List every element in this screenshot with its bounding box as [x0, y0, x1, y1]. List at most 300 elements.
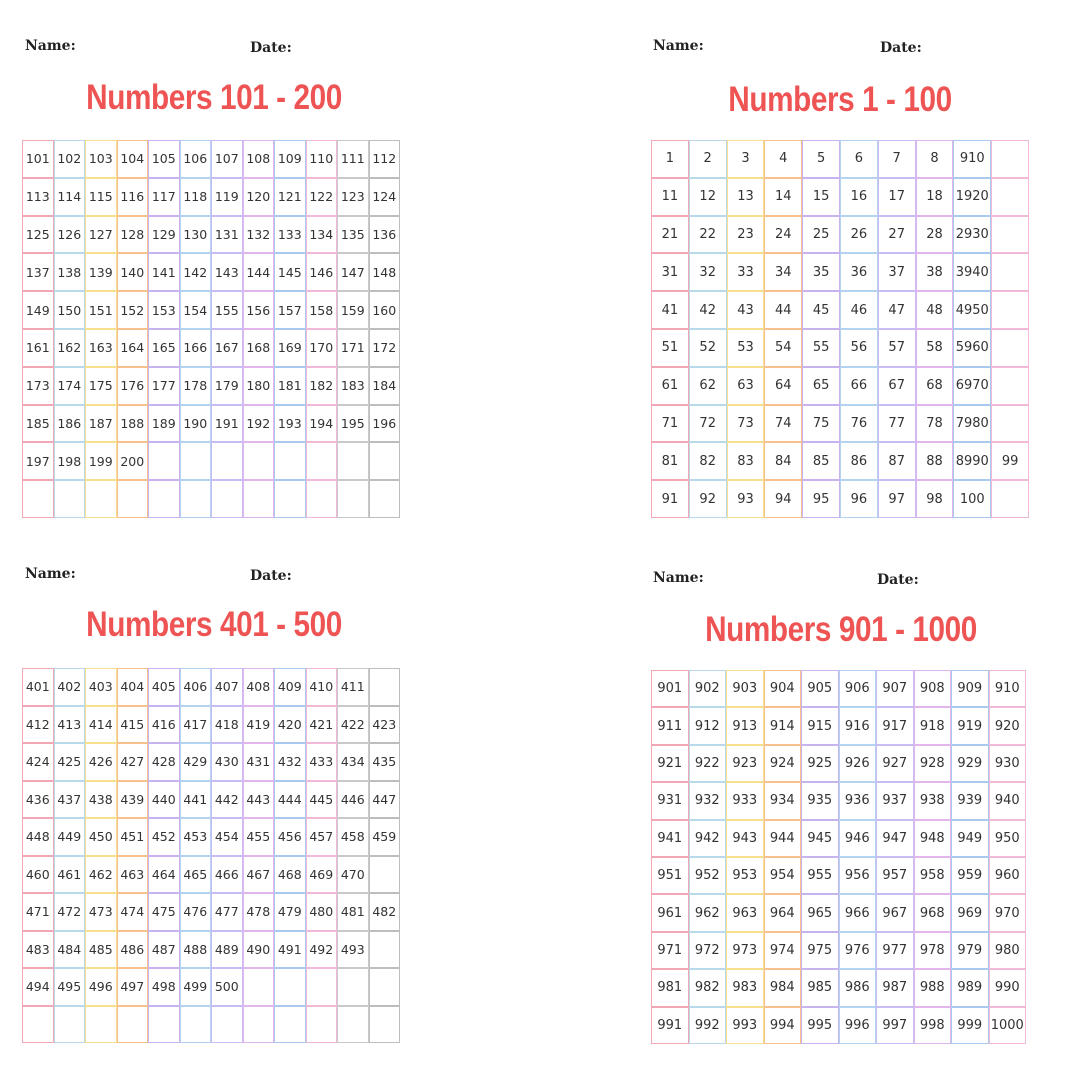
grid-cell: 158 [306, 291, 338, 329]
grid-cell: 142 [180, 253, 212, 291]
grid-cell: 25 [802, 216, 840, 254]
grid-cell: 12 [689, 178, 727, 216]
grid-cell: 84 [764, 442, 802, 480]
grid-cell: 932 [689, 782, 727, 819]
grid-cell: 144 [243, 253, 275, 291]
grid-cell: 136 [369, 216, 401, 254]
grid-cell: 28 [916, 216, 954, 254]
grid-cell: 907 [876, 670, 914, 707]
grid-cell: 93 [727, 480, 765, 518]
grid-cell: 491 [274, 931, 306, 969]
grid-cell: 436 [22, 781, 54, 819]
grid-cell: 407 [211, 668, 243, 706]
grid-cell: 54 [764, 329, 802, 367]
grid-cell: 905 [801, 670, 839, 707]
grid-cell: 488 [180, 931, 212, 969]
date-label: Date: [877, 572, 919, 588]
grid-cell: 129 [148, 216, 180, 254]
name-label: Name: [25, 566, 76, 582]
grid-cell: 482 [369, 893, 401, 931]
grid-cell: 428 [148, 743, 180, 781]
grid-cell: 911 [651, 707, 689, 744]
grid-cell: 923 [726, 745, 764, 782]
grid-cell: 978 [914, 932, 952, 969]
grid-cell: 450 [85, 818, 117, 856]
grid-cell: 937 [876, 782, 914, 819]
grid-cell: 183 [337, 367, 369, 405]
grid-cell: 78 [916, 405, 954, 443]
grid-cell: 51 [651, 329, 689, 367]
grid-cell: 922 [689, 745, 727, 782]
grid-cell: 468 [274, 856, 306, 894]
grid-cell: 430 [211, 743, 243, 781]
grid-cell: 21 [651, 216, 689, 254]
grid-cell: 487 [148, 931, 180, 969]
grid-cell: 61 [651, 367, 689, 405]
grid-cell: 492 [306, 931, 338, 969]
grid-cell: 6970 [953, 367, 991, 405]
grid-cell: 904 [764, 670, 802, 707]
grid-cell: 1920 [953, 178, 991, 216]
grid-cell: 24 [764, 216, 802, 254]
grid-cell: 927 [876, 745, 914, 782]
grid-cell: 437 [54, 781, 86, 819]
grid-cell: 463 [117, 856, 149, 894]
grid-cell: 149 [22, 291, 54, 329]
grid-cell: 934 [764, 782, 802, 819]
grid-cell: 34 [764, 253, 802, 291]
grid-cell: 419 [243, 706, 275, 744]
grid-cell: 170 [306, 329, 338, 367]
grid-cell: 74 [764, 405, 802, 443]
grid-cell: 455 [243, 818, 275, 856]
grid-cell: 954 [764, 857, 802, 894]
grid-cell: 131 [211, 216, 243, 254]
worksheet-title: Numbers 101 - 200 [86, 78, 342, 117]
grid-cell: 918 [914, 707, 952, 744]
grid-cell: 979 [951, 932, 989, 969]
grid-cell: 988 [914, 969, 952, 1006]
grid-cell: 493 [337, 931, 369, 969]
grid-cell: 52 [689, 329, 727, 367]
grid-cell: 172 [369, 329, 401, 367]
grid-cell: 174 [54, 367, 86, 405]
grid-cell: 147 [337, 253, 369, 291]
grid-cell: 445 [306, 781, 338, 819]
grid-cell: 958 [914, 857, 952, 894]
grid-cell: 984 [764, 969, 802, 1006]
grid-cell: 983 [726, 969, 764, 1006]
grid-cell: 952 [689, 857, 727, 894]
grid-cell: 168 [243, 329, 275, 367]
grid-cell: 472 [54, 893, 86, 931]
grid-cell: 915 [801, 707, 839, 744]
grid-cell: 181 [274, 367, 306, 405]
grid-cell: 55 [802, 329, 840, 367]
grid-cell: 951 [651, 857, 689, 894]
grid-cell: 56 [840, 329, 878, 367]
grid-cell: 973 [726, 932, 764, 969]
grid-cell: 470 [337, 856, 369, 894]
grid-cell: 186 [54, 405, 86, 443]
grid-cell: 81 [651, 442, 689, 480]
grid-cell: 23 [727, 216, 765, 254]
grid-cell: 956 [839, 857, 877, 894]
grid-cell: 946 [839, 820, 877, 857]
grid-cell: 107 [211, 140, 243, 178]
grid-cell: 412 [22, 706, 54, 744]
grid-cell: 910 [989, 670, 1027, 707]
grid-cell: 479 [274, 893, 306, 931]
grid-cell: 91 [651, 480, 689, 518]
grid-cell: 134 [306, 216, 338, 254]
grid-cell: 471 [22, 893, 54, 931]
grid-cell: 143 [211, 253, 243, 291]
grid-cell: 431 [243, 743, 275, 781]
grid-cell: 417 [180, 706, 212, 744]
grid-cell: 916 [839, 707, 877, 744]
grid-cell: 116 [117, 178, 149, 216]
grid-cell: 490 [243, 931, 275, 969]
grid-cell: 66 [840, 367, 878, 405]
grid-cell: 993 [726, 1007, 764, 1044]
grid-cell: 115 [85, 178, 117, 216]
grid-cell: 473 [85, 893, 117, 931]
grid-cell: 999 [951, 1007, 989, 1044]
grid-cell: 179 [211, 367, 243, 405]
grid-cell: 469 [306, 856, 338, 894]
grid-cell: 424 [22, 743, 54, 781]
grid-cell: 123 [337, 178, 369, 216]
grid-cell: 917 [876, 707, 914, 744]
grid-cell: 458 [337, 818, 369, 856]
grid-cell: 996 [839, 1007, 877, 1044]
grid-cell: 85 [802, 442, 840, 480]
grid-cell: 464 [148, 856, 180, 894]
grid-cell: 83 [727, 442, 765, 480]
grid-cell: 155 [211, 291, 243, 329]
grid-cell: 122 [306, 178, 338, 216]
grid-cell: 484 [54, 931, 86, 969]
grid-cell: 27 [878, 216, 916, 254]
grid-cell: 938 [914, 782, 952, 819]
grid-cell: 8 [916, 140, 954, 178]
grid-cell: 8990 [953, 442, 991, 480]
grid-cell: 415 [117, 706, 149, 744]
grid-cell: 406 [180, 668, 212, 706]
grid-cell: 11 [651, 178, 689, 216]
grid-cell: 912 [689, 707, 727, 744]
grid-cell: 141 [148, 253, 180, 291]
grid-cell: 4950 [953, 291, 991, 329]
grid-cell: 5960 [953, 329, 991, 367]
grid-cell: 58 [916, 329, 954, 367]
grid-cell: 427 [117, 743, 149, 781]
grid-cell: 100 [953, 480, 991, 518]
grid-cell: 73 [727, 405, 765, 443]
grid-cell: 403 [85, 668, 117, 706]
grid-cell: 118 [180, 178, 212, 216]
grid-cell: 112 [369, 140, 401, 178]
grid-cell: 95 [802, 480, 840, 518]
grid-cell: 180 [243, 367, 275, 405]
grid-cell: 995 [801, 1007, 839, 1044]
grid-cell: 964 [764, 894, 802, 931]
grid-cell: 35 [802, 253, 840, 291]
grid-cell: 453 [180, 818, 212, 856]
grid-cell: 405 [148, 668, 180, 706]
grid-cell: 153 [148, 291, 180, 329]
grid-cell: 16 [840, 178, 878, 216]
grid-cell: 949 [951, 820, 989, 857]
grid-cell: 190 [180, 405, 212, 443]
grid-cell: 3940 [953, 253, 991, 291]
grid-cell: 456 [274, 818, 306, 856]
grid-cell: 474 [117, 893, 149, 931]
grid-cell: 199 [85, 442, 117, 480]
grid-cell: 137 [22, 253, 54, 291]
grid-cell: 906 [839, 670, 877, 707]
grid-cell: 200 [117, 442, 149, 480]
grid-cell: 971 [651, 932, 689, 969]
grid-cell: 986 [839, 969, 877, 1006]
grid-cell: 102 [54, 140, 86, 178]
grid-cell: 903 [726, 670, 764, 707]
grid-cell: 960 [989, 857, 1027, 894]
grid-cell: 31 [651, 253, 689, 291]
grid-cell: 465 [180, 856, 212, 894]
grid-cell: 82 [689, 442, 727, 480]
grid-cell: 99 [991, 442, 1029, 480]
grid-cell: 913 [726, 707, 764, 744]
grid-cell: 459 [369, 818, 401, 856]
grid-cell: 165 [148, 329, 180, 367]
grid-cell: 976 [839, 932, 877, 969]
grid-cell: 936 [839, 782, 877, 819]
grid-cell: 160 [369, 291, 401, 329]
grid-cell: 950 [989, 820, 1027, 857]
grid-cell: 171 [337, 329, 369, 367]
grid-cell: 130 [180, 216, 212, 254]
grid-cell: 33 [727, 253, 765, 291]
grid-cell: 48 [916, 291, 954, 329]
grid-cell: 452 [148, 818, 180, 856]
grid-cell: 435 [369, 743, 401, 781]
grid-cell: 985 [801, 969, 839, 1006]
grid-cell: 974 [764, 932, 802, 969]
grid-cell: 176 [117, 367, 149, 405]
grid-cell: 481 [337, 893, 369, 931]
grid-cell: 494 [22, 968, 54, 1006]
grid-cell: 475 [148, 893, 180, 931]
grid-cell: 998 [914, 1007, 952, 1044]
grid-cell: 957 [876, 857, 914, 894]
grid-cell: 18 [916, 178, 954, 216]
grid-cell: 45 [802, 291, 840, 329]
grid-cell: 486 [117, 931, 149, 969]
grid-cell: 87 [878, 442, 916, 480]
grid-cell: 187 [85, 405, 117, 443]
grid-cell: 128 [117, 216, 149, 254]
grid-cell: 478 [243, 893, 275, 931]
grid-cell: 416 [148, 706, 180, 744]
grid-cell: 411 [337, 668, 369, 706]
grid-cell: 955 [801, 857, 839, 894]
grid-cell: 992 [689, 1007, 727, 1044]
grid-cell: 968 [914, 894, 952, 931]
grid-cell: 198 [54, 442, 86, 480]
grid-cell: 104 [117, 140, 149, 178]
grid-cell: 44 [764, 291, 802, 329]
grid-cell: 191 [211, 405, 243, 443]
grid-cell: 111 [337, 140, 369, 178]
grid-cell: 989 [951, 969, 989, 1006]
grid-cell: 92 [689, 480, 727, 518]
grid-cell: 109 [274, 140, 306, 178]
grid-cell: 3 [727, 140, 765, 178]
grid-cell: 127 [85, 216, 117, 254]
grid-cell: 120 [243, 178, 275, 216]
grid-cell: 76 [840, 405, 878, 443]
grid-cell: 975 [801, 932, 839, 969]
grid-cell: 429 [180, 743, 212, 781]
grid-cell: 152 [117, 291, 149, 329]
name-label: Name: [653, 570, 704, 586]
worksheet-title: Numbers 401 - 500 [86, 605, 342, 644]
grid-cell: 942 [689, 820, 727, 857]
grid-cell: 920 [989, 707, 1027, 744]
grid-cell: 184 [369, 367, 401, 405]
grid-cell: 2 [689, 140, 727, 178]
grid-cell: 448 [22, 818, 54, 856]
grid-cell: 164 [117, 329, 149, 367]
grid-cell: 86 [840, 442, 878, 480]
grid-cell: 944 [764, 820, 802, 857]
grid-cell: 22 [689, 216, 727, 254]
grid-cell: 193 [274, 405, 306, 443]
grid-cell: 94 [764, 480, 802, 518]
grid-cell: 480 [306, 893, 338, 931]
grid-cell: 462 [85, 856, 117, 894]
grid-cell: 997 [876, 1007, 914, 1044]
grid-cell: 963 [726, 894, 764, 931]
grid-cell: 439 [117, 781, 149, 819]
grid-cell: 178 [180, 367, 212, 405]
grid-cell: 409 [274, 668, 306, 706]
grid-cell: 67 [878, 367, 916, 405]
grid-cell: 910 [953, 140, 991, 178]
grid-cell: 466 [211, 856, 243, 894]
grid-cell: 444 [274, 781, 306, 819]
grid-cell: 901 [651, 670, 689, 707]
grid-cell: 919 [951, 707, 989, 744]
grid-cell: 977 [876, 932, 914, 969]
grid-cell: 53 [727, 329, 765, 367]
grid-cell: 460 [22, 856, 54, 894]
grid-cell: 7980 [953, 405, 991, 443]
grid-cell: 432 [274, 743, 306, 781]
grid-cell: 108 [243, 140, 275, 178]
grid-cell: 138 [54, 253, 86, 291]
grid-cell: 96 [840, 480, 878, 518]
grid-cell: 433 [306, 743, 338, 781]
grid-cell: 125 [22, 216, 54, 254]
grid-cell: 7 [878, 140, 916, 178]
grid-cell: 140 [117, 253, 149, 291]
grid-cell: 947 [876, 820, 914, 857]
grid-cell: 114 [54, 178, 86, 216]
grid-cell: 98 [916, 480, 954, 518]
grid-cell: 914 [764, 707, 802, 744]
grid-cell: 71 [651, 405, 689, 443]
grid-cell: 410 [306, 668, 338, 706]
grid-cell: 982 [689, 969, 727, 1006]
grid-cell: 422 [337, 706, 369, 744]
grid-cell: 88 [916, 442, 954, 480]
name-label: Name: [25, 38, 76, 54]
grid-cell: 981 [651, 969, 689, 1006]
grid-cell: 150 [54, 291, 86, 329]
grid-cell: 75 [802, 405, 840, 443]
grid-cell: 414 [85, 706, 117, 744]
grid-cell: 101 [22, 140, 54, 178]
grid-cell: 404 [117, 668, 149, 706]
grid-cell: 13 [727, 178, 765, 216]
grid-cell: 197 [22, 442, 54, 480]
grid-cell: 166 [180, 329, 212, 367]
grid-cell: 421 [306, 706, 338, 744]
grid-cell: 177 [148, 367, 180, 405]
grid-cell: 173 [22, 367, 54, 405]
grid-cell: 401 [22, 668, 54, 706]
grid-cell: 438 [85, 781, 117, 819]
worksheet-title: Numbers 901 - 1000 [705, 610, 977, 649]
grid-cell: 909 [951, 670, 989, 707]
grid-cell: 64 [764, 367, 802, 405]
grid-cell: 41 [651, 291, 689, 329]
number-grid [651, 670, 1026, 1044]
grid-cell: 163 [85, 329, 117, 367]
grid-cell: 159 [337, 291, 369, 329]
grid-cell: 413 [54, 706, 86, 744]
grid-cell: 461 [54, 856, 86, 894]
grid-cell: 449 [54, 818, 86, 856]
grid-cell: 434 [337, 743, 369, 781]
grid-cell: 113 [22, 178, 54, 216]
worksheet-title: Numbers 1 - 100 [728, 80, 952, 119]
grid-cell: 189 [148, 405, 180, 443]
grid-cell: 454 [211, 818, 243, 856]
grid-cell: 1000 [989, 1007, 1027, 1044]
grid-cell: 499 [180, 968, 212, 1006]
grid-cell: 72 [689, 405, 727, 443]
grid-cell: 477 [211, 893, 243, 931]
grid-cell: 14 [764, 178, 802, 216]
grid-cell: 418 [211, 706, 243, 744]
grid-cell: 169 [274, 329, 306, 367]
grid-cell: 124 [369, 178, 401, 216]
grid-cell: 930 [989, 745, 1027, 782]
grid-cell: 167 [211, 329, 243, 367]
grid-cell: 162 [54, 329, 86, 367]
grid-cell: 962 [689, 894, 727, 931]
grid-cell: 496 [85, 968, 117, 1006]
grid-cell: 68 [916, 367, 954, 405]
grid-cell: 921 [651, 745, 689, 782]
grid-cell: 935 [801, 782, 839, 819]
grid-cell: 97 [878, 480, 916, 518]
grid-cell: 948 [914, 820, 952, 857]
